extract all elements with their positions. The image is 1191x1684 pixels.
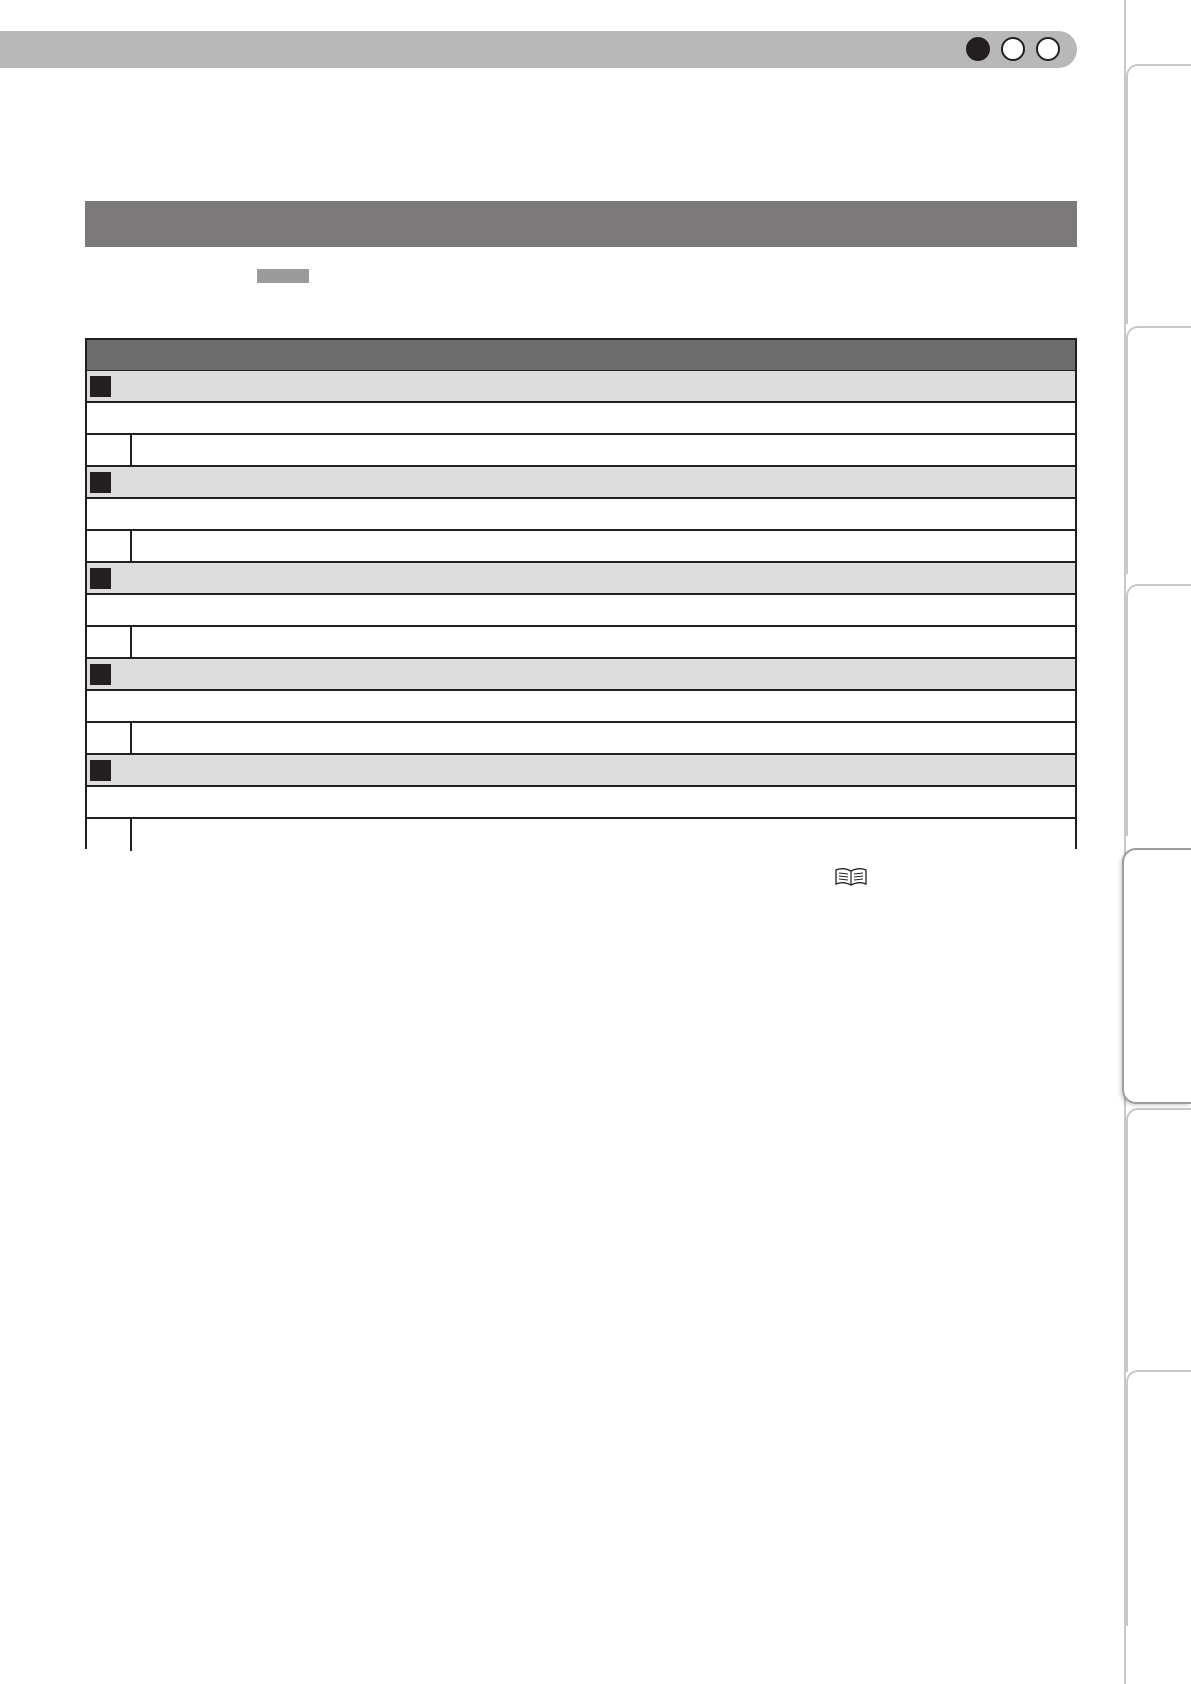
progress-dot-filled [966,37,990,61]
table-description-row [87,691,1075,723]
table-description-row [87,787,1075,819]
open-book-icon [835,868,867,886]
sub-row-divider [130,627,132,657]
table-description-row [87,403,1075,435]
group-marker-square [90,472,111,493]
table-sub-row [87,627,1075,659]
sub-row-divider [130,531,132,561]
side-tab[interactable] [1126,64,1191,324]
table-header [87,340,1075,371]
highlight-chip [257,269,309,283]
table-group-row [87,659,1075,691]
group-marker-square [90,376,111,397]
sub-row-divider [130,723,132,753]
group-marker-square [90,664,111,685]
side-tab[interactable] [1126,584,1191,836]
group-marker-square [90,568,111,589]
table-sub-row [87,819,1075,851]
group-marker-square [90,760,111,781]
table-group-row [87,755,1075,787]
table-sub-row [87,531,1075,563]
table-description-row [87,499,1075,531]
progress-dot-empty [1001,37,1025,61]
table-sub-row [87,435,1075,467]
side-tab[interactable] [1126,326,1191,574]
sub-row-divider [130,435,132,465]
side-tab[interactable] [1126,1370,1191,1626]
table-group-row [87,563,1075,595]
settings-table [85,338,1077,849]
top-header-bar [0,31,1077,68]
table-description-row [87,595,1075,627]
progress-dot-empty [1036,37,1060,61]
sub-row-divider [130,819,132,851]
section-heading-bar [85,201,1077,247]
table-group-row [87,371,1075,403]
table-sub-row [87,723,1075,755]
side-tab[interactable] [1126,1108,1191,1372]
side-tab-active[interactable] [1122,848,1191,1104]
table-group-row [87,467,1075,499]
